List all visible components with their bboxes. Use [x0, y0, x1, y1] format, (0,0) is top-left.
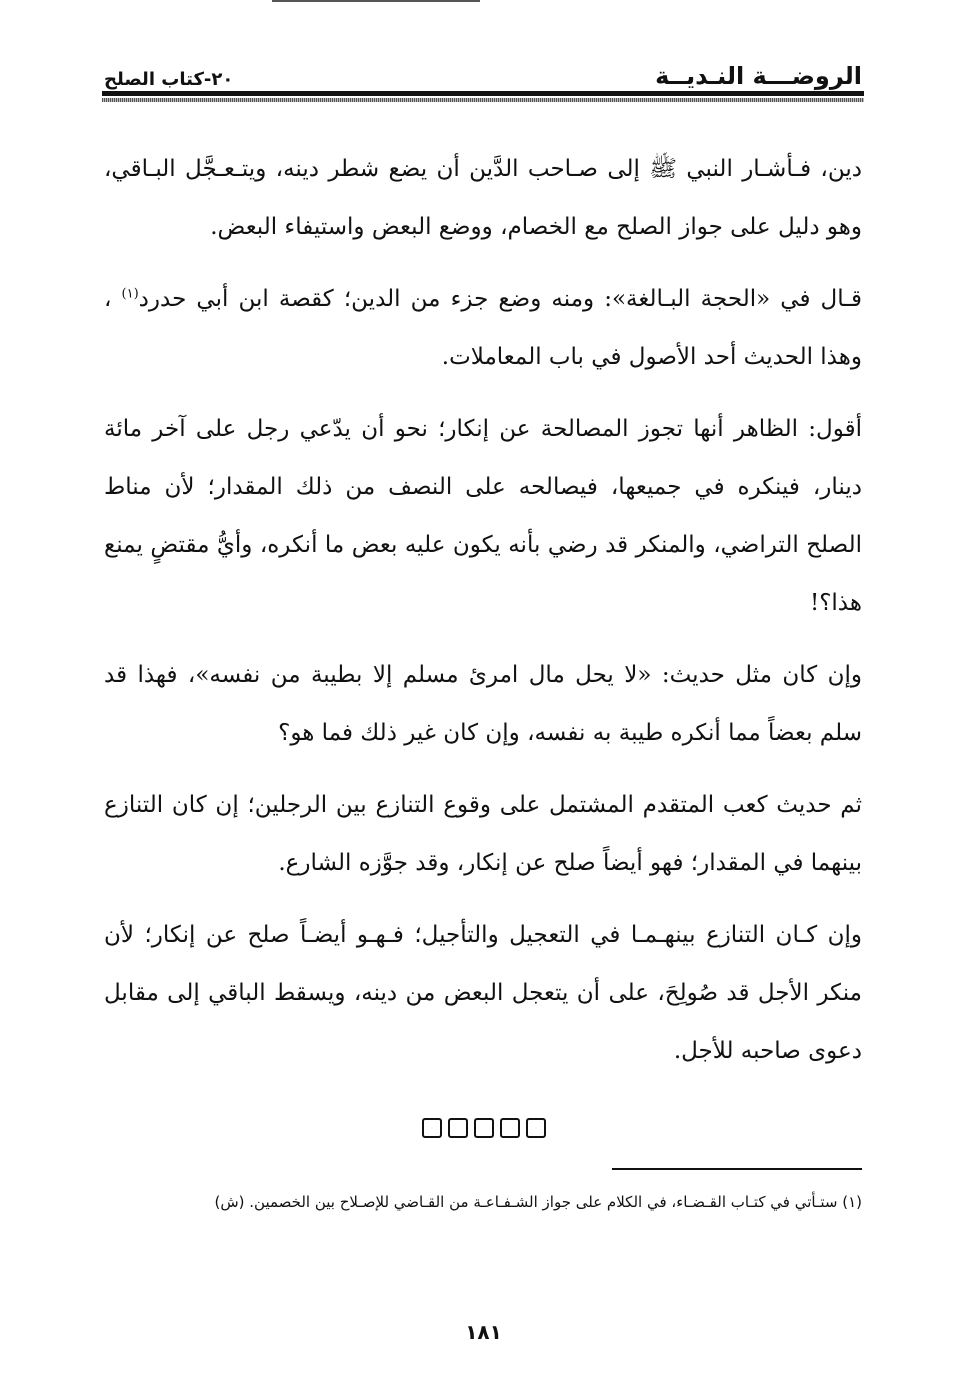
main-text — [104, 140, 862, 1094]
paragraph-6: وإن كـان التنازع بينهـمـا في التعجيل والتأجيل؛ فـهـو أيضـاً صلح عن إنكار؛ لأن منكر الأجل قد صُولِحَ، على أن يتعجل البعض من دينه، ويسقط الباقي إلى مقابل دعوى صاحبه للأجل. — [104, 922, 862, 1064]
paragraph-2-text-after: ، وهذا الحديث أحد الأصول في باب المعاملات. — [104, 286, 862, 370]
header-rule-thick — [102, 91, 864, 96]
header-rule-thin — [102, 98, 864, 102]
ornament-square-icon — [448, 1118, 468, 1138]
top-scan-mark — [272, 0, 480, 2]
paragraph-2-text-before: قـال في «الحجة البـالغة»: ومنه وضع جزء من الدين؛ كقصة ابن أبي حدرد — [138, 286, 862, 312]
paragraph-2 — [104, 270, 862, 386]
page-number: ١٨١ — [465, 1320, 502, 1344]
running-book-title: الروضـــة النـديــة — [655, 62, 862, 90]
ornament-square-icon — [422, 1118, 442, 1138]
ornament-square-icon — [474, 1118, 494, 1138]
section-end-ornament — [0, 1118, 967, 1142]
footnote: (١) ستـأتي في كتـاب القـضـاء، في الكلام على جواز الشـفـاعـة من القـاضي للإصـلاح بين الخصمين. (ش) — [214, 1193, 862, 1211]
paragraph-1: دين، فـأشـار النبي ﷺ إلى صـاحب الدَّين أن يضع شطر دينه، ويتـعـجَّل البـاقي، وهو دليل على جواز الصلح مع الخصام، ووضع البعض واستيفاء البعض. — [104, 156, 862, 240]
ornament-square-icon — [500, 1118, 520, 1138]
running-chapter-title: ٢٠-كتاب الصلح — [104, 69, 234, 90]
paragraph-5: ثم حديث كعب المتقدم المشتمل على وقوع التنازع بين الرجلين؛ إن كان التنازع بينهما في المقدار؛ فهو أيضاً صلح عن إنكار، وقد جوَّزه الشارع. — [104, 792, 862, 876]
paragraph-4: وإن كان مثل حديث: «لا يحل مال امرئ مسلم إلا بطيبة من نفسه»، فهذا قد سلم بعضاً مما أنكره طيبة به نفسه، وإن كان غير ذلك فما هو؟ — [104, 662, 862, 746]
footnote-reference[interactable]: (١) — [121, 286, 139, 302]
paragraph-3: أقول: الظاهر أنها تجوز المصالحة عن إنكار؛ نحو أن يدّعي رجل على آخر مائة دينار، فينكره في جميعها، فيصالحه على النصف من ذلك المقدار؛ لأن مناط الصلح التراضي، والمنكر قد رضي بأنه يكون عليه بعض ما أنكره، وأيُّ مقتضٍ يمنع هذا؟! — [104, 416, 862, 616]
ornament-square-icon — [526, 1118, 546, 1138]
page-header — [104, 56, 862, 90]
footnote-separator — [612, 1168, 862, 1170]
